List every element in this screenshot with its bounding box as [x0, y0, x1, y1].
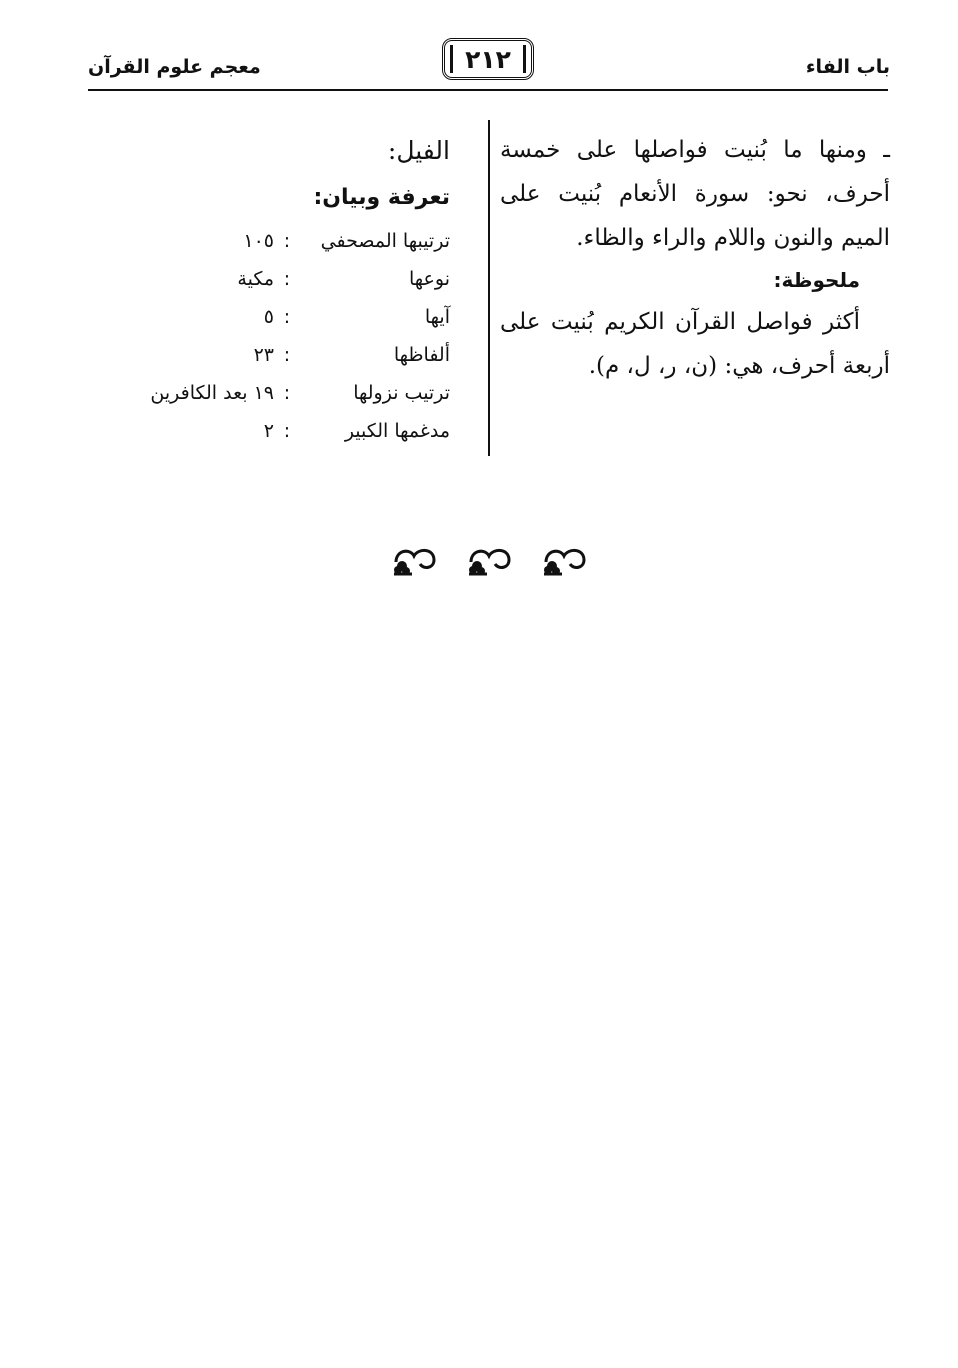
definition-title: تعرفة وبيان:: [313, 185, 450, 210]
info-colon: :: [283, 230, 291, 252]
info-label: مدغمها الكبير: [344, 420, 450, 442]
info-value: ٢: [263, 420, 274, 442]
info-row: [100, 336, 450, 374]
header-rule: [88, 89, 888, 91]
paragraph-1: ـ ومنها ما بُنيت فواصلها على خمسة أحرف، نحو: سورة الأنعام بُنيت على الميم والنون واللام والراء والظاء.: [500, 137, 890, 251]
info-row: [100, 298, 450, 336]
info-row: [100, 222, 450, 260]
surah-name: الفيل:: [387, 136, 450, 165]
info-label: ترتيب نزولها: [353, 382, 450, 404]
info-colon: :: [283, 306, 291, 328]
info-colon: :: [283, 344, 291, 366]
left-column: [100, 128, 450, 450]
chapter-title: باب الفاء: [805, 56, 890, 78]
info-value: مكية: [237, 268, 274, 290]
info-row: [100, 374, 450, 412]
page-number: ٢١٢: [465, 44, 511, 74]
info-value: ٥: [263, 306, 274, 328]
right-column: [500, 128, 890, 388]
column-divider: [488, 120, 490, 456]
floral-ornament-icon: [465, 540, 515, 576]
paragraph-2: أكثر فواصل القرآن الكريم بُنيت على أربعة أحرف، هي: (ن، ر، ل، م).: [500, 309, 890, 379]
info-label: آيها: [424, 306, 450, 328]
info-label: ترتيبها المصحفي: [320, 230, 450, 252]
info-row: [100, 260, 450, 298]
floral-ornament-icon: [390, 540, 440, 576]
info-value: ١٠٥: [243, 230, 274, 252]
info-colon: :: [283, 420, 291, 442]
info-row: [100, 412, 450, 450]
info-label: نوعها: [409, 268, 450, 290]
page-number-box: [442, 38, 534, 80]
section-end-ornaments: [390, 540, 590, 580]
info-colon: :: [283, 268, 291, 290]
floral-ornament-icon: [540, 540, 590, 576]
book-title: معجم علوم القرآن: [88, 56, 261, 78]
info-label: ألفاظها: [393, 344, 450, 366]
info-value: ٢٣: [253, 344, 274, 366]
page-header: [0, 0, 958, 100]
note-title: ملحوظة:: [773, 268, 860, 292]
info-colon: :: [283, 382, 291, 404]
info-value: ١٩ بعد الكافرين: [150, 382, 274, 404]
